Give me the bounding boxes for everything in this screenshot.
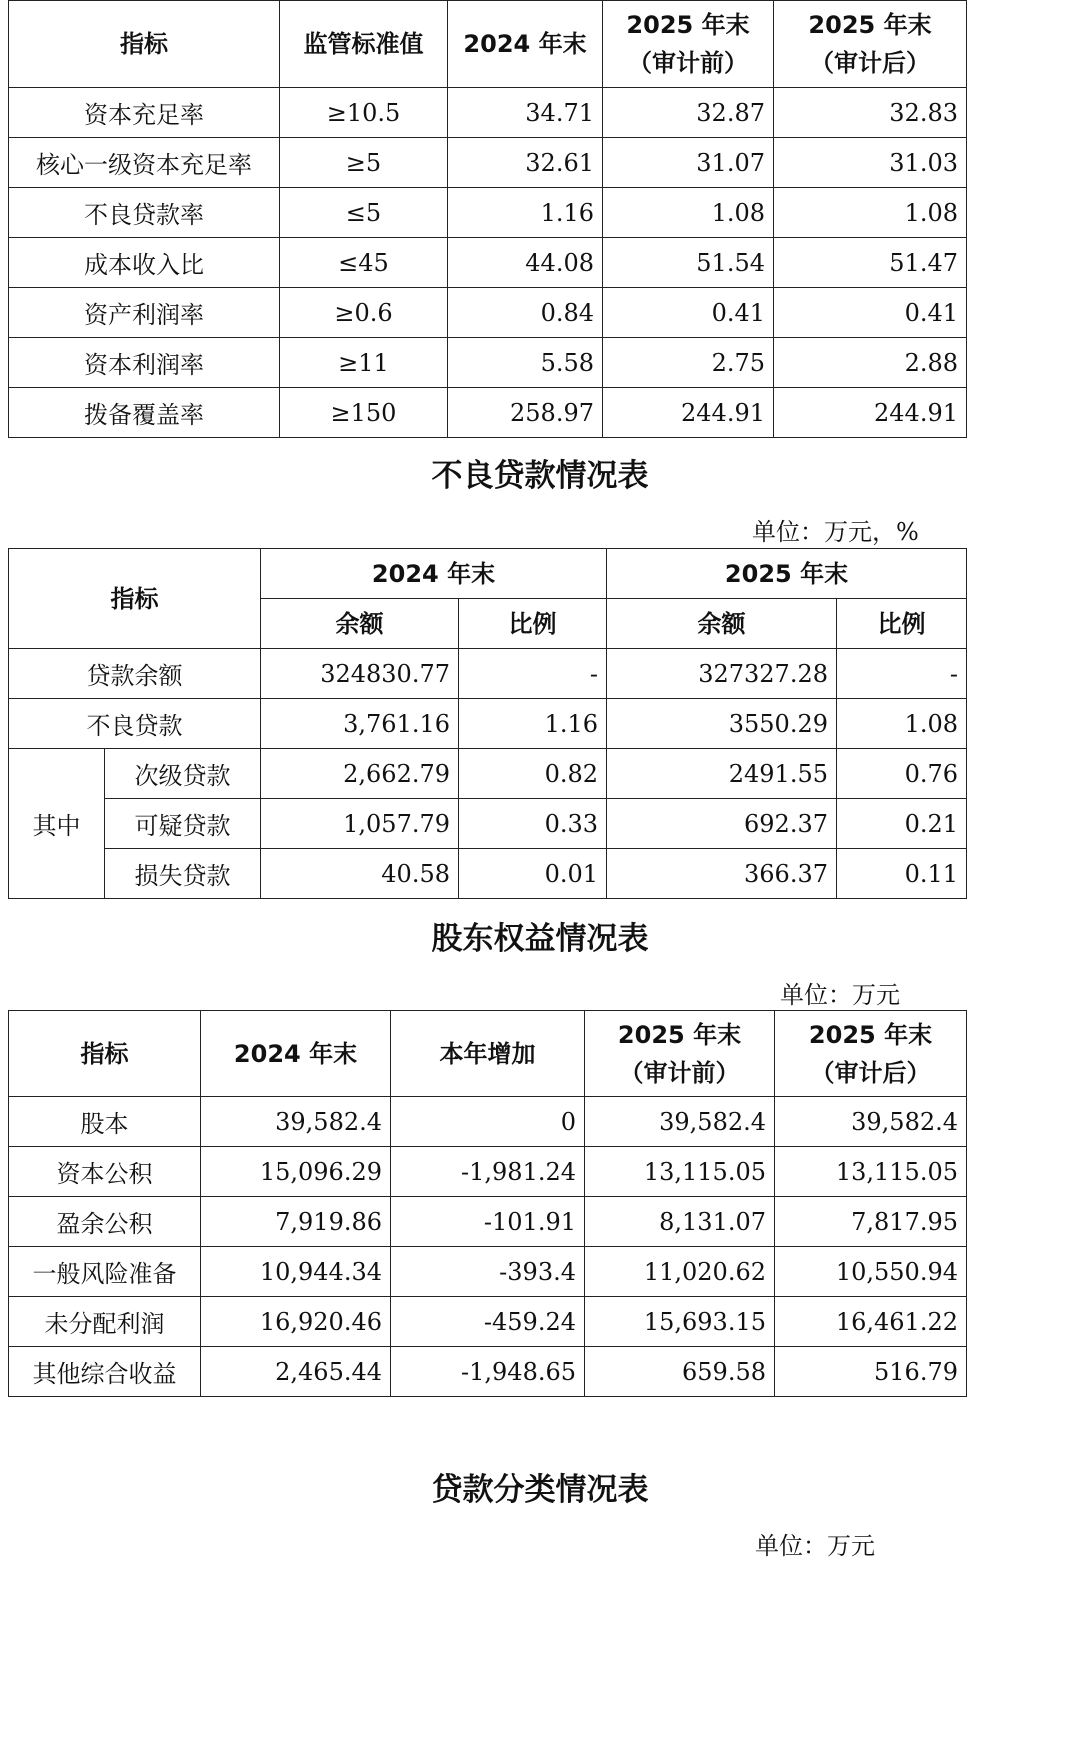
value-cell: 32.83	[774, 88, 967, 138]
value-cell: 2.88	[774, 338, 967, 388]
value-cell: 34.71	[448, 88, 603, 138]
header-indicator: 指标	[9, 1, 280, 88]
table-row	[9, 238, 967, 288]
value-cell: 3,761.16	[261, 699, 459, 749]
standard-value: ≥11	[280, 338, 448, 388]
value-cell: 244.91	[774, 388, 967, 438]
value-cell: 0.41	[603, 288, 774, 338]
value-cell: 1,057.79	[261, 799, 459, 849]
table-row	[9, 699, 967, 749]
loan-classification-unit-label: 单位：万元	[755, 1532, 875, 1560]
row-label: 资本利润率	[9, 338, 280, 388]
table-header-row	[9, 1, 967, 88]
value-cell: 15,693.15	[585, 1297, 775, 1347]
value-cell: 1.08	[837, 699, 967, 749]
npl-table	[8, 548, 967, 899]
row-label: 资本充足率	[9, 88, 280, 138]
subheader-balance-2024: 余额	[261, 599, 459, 649]
value-cell: 10,944.34	[201, 1247, 391, 1297]
value-cell: -393.4	[391, 1247, 585, 1297]
row-label: 资产利润率	[9, 288, 280, 338]
row-label: 成本收入比	[9, 238, 280, 288]
header-2025-end: 2025 年末	[607, 549, 967, 599]
header-indicator: 指标	[9, 1011, 201, 1097]
table-row	[9, 188, 967, 238]
header-2024-end: 2024 年末	[448, 1, 603, 88]
value-cell: 1.08	[774, 188, 967, 238]
header-2024-end: 2024 年末	[201, 1011, 391, 1097]
value-cell: 0.33	[459, 799, 607, 849]
value-cell: 31.03	[774, 138, 967, 188]
value-cell: 13,115.05	[585, 1147, 775, 1197]
value-cell: 10,550.94	[775, 1247, 967, 1297]
value-cell: 13,115.05	[775, 1147, 967, 1197]
row-label: 损失贷款	[105, 849, 261, 899]
value-cell: 16,920.46	[201, 1297, 391, 1347]
value-cell: 39,582.4	[585, 1097, 775, 1147]
value-cell: 16,461.22	[775, 1297, 967, 1347]
npl-unit-label: 单位：万元，%	[752, 518, 919, 546]
table-row	[9, 1197, 967, 1247]
value-cell: -101.91	[391, 1197, 585, 1247]
header-2025-end-pre-audit: 2025 年末 （审计前）	[585, 1011, 775, 1097]
row-label: 拨备覆盖率	[9, 388, 280, 438]
row-label: 资本公积	[9, 1147, 201, 1197]
header-indicator: 指标	[9, 549, 261, 649]
value-cell: 5.58	[448, 338, 603, 388]
row-label: 盈余公积	[9, 1197, 201, 1247]
value-cell: 0.84	[448, 288, 603, 338]
standard-value: ≤5	[280, 188, 448, 238]
table-row	[9, 338, 967, 388]
table-row	[9, 749, 967, 799]
row-label: 不良贷款率	[9, 188, 280, 238]
value-cell: 39,582.4	[775, 1097, 967, 1147]
table-row	[9, 1147, 967, 1197]
row-label: 核心一级资本充足率	[9, 138, 280, 188]
npl-table-title: 不良贷款情况表	[431, 458, 649, 494]
row-label: 可疑贷款	[105, 799, 261, 849]
value-cell: -	[837, 649, 967, 699]
table-header-row	[9, 1011, 967, 1097]
value-cell: 51.47	[774, 238, 967, 288]
table-row	[9, 138, 967, 188]
standard-value: ≥0.6	[280, 288, 448, 338]
value-cell: 2491.55	[607, 749, 837, 799]
row-label: 股本	[9, 1097, 201, 1147]
value-cell: 31.07	[603, 138, 774, 188]
table-row	[9, 388, 967, 438]
regulatory-indicators-table	[8, 0, 967, 438]
value-cell: 324830.77	[261, 649, 459, 699]
value-cell: 3550.29	[607, 699, 837, 749]
value-cell: 327327.28	[607, 649, 837, 699]
value-cell: 2,662.79	[261, 749, 459, 799]
header-2025-end-post-audit: 2025 年末 （审计后）	[775, 1011, 967, 1097]
row-label: 一般风险准备	[9, 1247, 201, 1297]
value-cell: 0.76	[837, 749, 967, 799]
value-cell: 0.11	[837, 849, 967, 899]
value-cell: 1.16	[459, 699, 607, 749]
value-cell: 39,582.4	[201, 1097, 391, 1147]
value-cell: 1.16	[448, 188, 603, 238]
standard-value: ≥5	[280, 138, 448, 188]
row-label: 不良贷款	[9, 699, 261, 749]
equity-unit-label: 单位：万元	[780, 981, 900, 1009]
standard-value: ≥10.5	[280, 88, 448, 138]
loan-classification-title: 贷款分类情况表	[431, 1472, 649, 1508]
standard-value: ≤45	[280, 238, 448, 288]
value-cell: -1,981.24	[391, 1147, 585, 1197]
value-cell: 40.58	[261, 849, 459, 899]
equity-table	[8, 1010, 967, 1397]
value-cell: -459.24	[391, 1297, 585, 1347]
value-cell: 32.61	[448, 138, 603, 188]
table-header-row	[9, 549, 967, 599]
header-2025-end-post-audit: 2025 年末 （审计后）	[774, 1, 967, 88]
value-cell: 2.75	[603, 338, 774, 388]
table-row	[9, 649, 967, 699]
row-label: 未分配利润	[9, 1297, 201, 1347]
subheader-balance-2025: 余额	[607, 599, 837, 649]
standard-value: ≥150	[280, 388, 448, 438]
value-cell: 8,131.07	[585, 1197, 775, 1247]
value-cell: 0.82	[459, 749, 607, 799]
subheader-ratio-2024: 比例	[459, 599, 607, 649]
value-cell: 0.21	[837, 799, 967, 849]
value-cell: 0.01	[459, 849, 607, 899]
table-row	[9, 799, 967, 849]
value-cell: -	[459, 649, 607, 699]
table-row	[9, 288, 967, 338]
table-row	[9, 849, 967, 899]
table-row	[9, 1297, 967, 1347]
header-increase-this-year: 本年增加	[391, 1011, 585, 1097]
value-cell: 244.91	[603, 388, 774, 438]
value-cell: 258.97	[448, 388, 603, 438]
value-cell: 51.54	[603, 238, 774, 288]
value-cell: 0	[391, 1097, 585, 1147]
equity-table-title: 股东权益情况表	[431, 921, 649, 957]
table-row	[9, 1097, 967, 1147]
row-label: 贷款余额	[9, 649, 261, 699]
value-cell: 7,919.86	[201, 1197, 391, 1247]
value-cell: 7,817.95	[775, 1197, 967, 1247]
value-cell: 0.41	[774, 288, 967, 338]
row-label: 次级贷款	[105, 749, 261, 799]
table-row	[9, 1247, 967, 1297]
value-cell: 659.58	[585, 1347, 775, 1397]
header-2025-end-pre-audit: 2025 年末 （审计前）	[603, 1, 774, 88]
table-row	[9, 1347, 967, 1397]
value-cell: 44.08	[448, 238, 603, 288]
value-cell: 15,096.29	[201, 1147, 391, 1197]
row-label: 其他综合收益	[9, 1347, 201, 1397]
value-cell: 11,020.62	[585, 1247, 775, 1297]
value-cell: 366.37	[607, 849, 837, 899]
subheader-ratio-2025: 比例	[837, 599, 967, 649]
header-regulatory-standard: 监管标准值	[280, 1, 448, 88]
table-row	[9, 88, 967, 138]
value-cell: 516.79	[775, 1347, 967, 1397]
group-label: 其中	[9, 749, 105, 899]
value-cell: 1.08	[603, 188, 774, 238]
value-cell: 2,465.44	[201, 1347, 391, 1397]
value-cell: -1,948.65	[391, 1347, 585, 1397]
header-2024-end: 2024 年末	[261, 549, 607, 599]
value-cell: 32.87	[603, 88, 774, 138]
value-cell: 692.37	[607, 799, 837, 849]
